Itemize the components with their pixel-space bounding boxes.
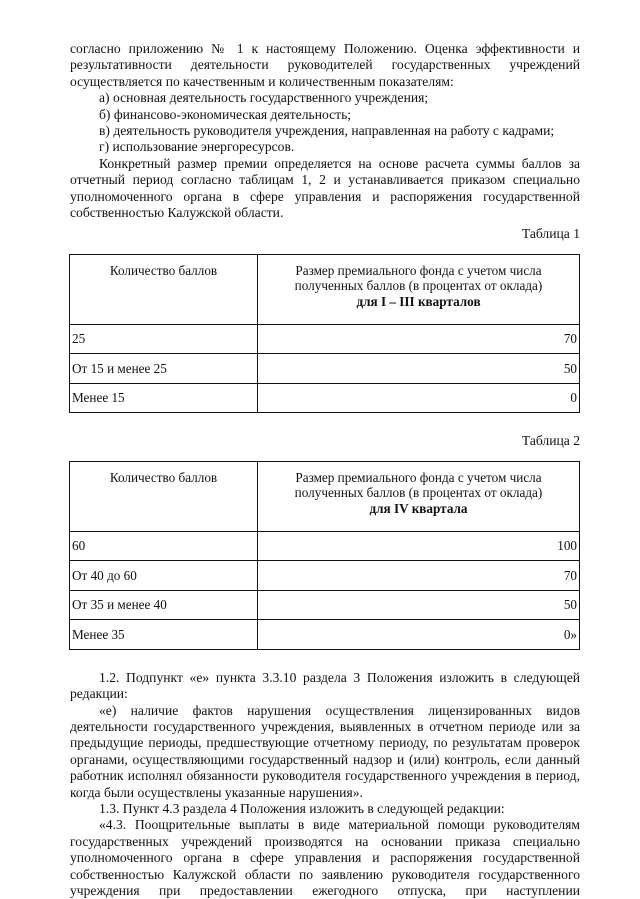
section-1-2-heading: 1.2. Подпункт «е» пункта 3.3.10 раздела 3 Положения изложить в следующей редакции:: [70, 669, 580, 702]
table-row: [70, 354, 580, 384]
criteria-item-c: в) деятельность руководителя учреждения, направленная на работу с кадрами;: [99, 123, 555, 139]
table2-col2-header: Размер премиального фонда с учетом числа полученных баллов (в процентах от оклада) для IV квартала: [258, 461, 580, 531]
table1-col2-header: Размер премиального фонда с учетом числа полученных баллов (в процентах от оклада) для I – III кварталов: [258, 254, 580, 324]
criteria-item-d: г) использование энергоресурсов.: [99, 139, 295, 155]
table-row: [70, 590, 580, 620]
bonus-paragraph: Конкретный размер премии определяется на основе расчета суммы баллов за отчетный период согласно таблицам 1, 2 и устанавливается приказом специально уполномоченного органа в сфере управления и распоряжения государственной собственностью Калужской области.: [70, 155, 580, 221]
table2-percent-cell: 100: [258, 531, 580, 561]
table2-score-cell: Менее 35: [70, 620, 258, 650]
table1-percent-cell: 50: [258, 354, 580, 384]
table1-col1-header: Количество баллов: [70, 254, 258, 324]
document-page: [70, 41, 580, 899]
table1-caption: Таблица 1: [521, 226, 580, 242]
table-row: [70, 620, 580, 650]
table2-score-cell: От 35 и менее 40: [70, 590, 258, 620]
table2-percent-cell: 50: [258, 590, 580, 620]
table2-caption: Таблица 2: [521, 433, 580, 449]
section-1-3-heading: 1.3. Пункт 4.3 раздела 4 Положения изложить в следующей редакции:: [99, 801, 505, 817]
table1-score-cell: Менее 15: [70, 383, 258, 413]
table-row: [70, 324, 580, 354]
criteria-item-a: а) основная деятельность государственного учреждения;: [99, 90, 429, 106]
table2-percent-cell: 0»: [258, 620, 580, 650]
criteria-item-b: б) финансово-экономическая деятельность;: [99, 106, 352, 122]
table2-score-cell: 60: [70, 531, 258, 561]
table1: [69, 254, 580, 414]
table-row: [70, 531, 580, 561]
table2-period-label: для IV квартала: [369, 500, 468, 516]
table1-percent-cell: 70: [258, 324, 580, 354]
section-1-3-text: «4.3. Поощрительные выплаты в виде материальной помощи руководителям государственных учреждений производятся на основании приказа специально уполномоченного органа в сфере управления и распоряжения государственной собственностью Калужской области по заявлению руководителя государственного учреждения при предоставлении ежегодного отпуска, при наступлении: [70, 817, 580, 899]
table-row: [70, 383, 580, 413]
table2-score-cell: От 40 до 60: [70, 561, 258, 591]
table2-col1-header: Количество баллов: [70, 461, 258, 531]
table2-percent-cell: 70: [258, 561, 580, 591]
table1-percent-cell: 0: [258, 383, 580, 413]
table1-score-cell: 25: [70, 324, 258, 354]
table2: [69, 461, 580, 650]
table1-period-label: для I – III кварталов: [356, 293, 481, 309]
intro-paragraph: согласно приложению № 1 к настоящему Положению. Оценка эффективности и результативности деятельности руководителей государственных учреждений осуществляется по качественным и количественным показателям:: [70, 41, 580, 89]
table-row: [70, 561, 580, 591]
table1-score-cell: От 15 и менее 25: [70, 354, 258, 384]
section-1-2-text: «е) наличие фактов нарушения осуществления лицензированных видов деятельности государственного учреждения, выявленных в отчетном периоде или за предыдущие периоды, предшествующие отчетному периоду, по результатам проверок органами, осуществляющими государственный надзор и (или) контроль, если данный работник исполнял обязанности руководителя государственного учреждения в период, когда были осуществлены указанные нарушения».: [70, 702, 580, 800]
